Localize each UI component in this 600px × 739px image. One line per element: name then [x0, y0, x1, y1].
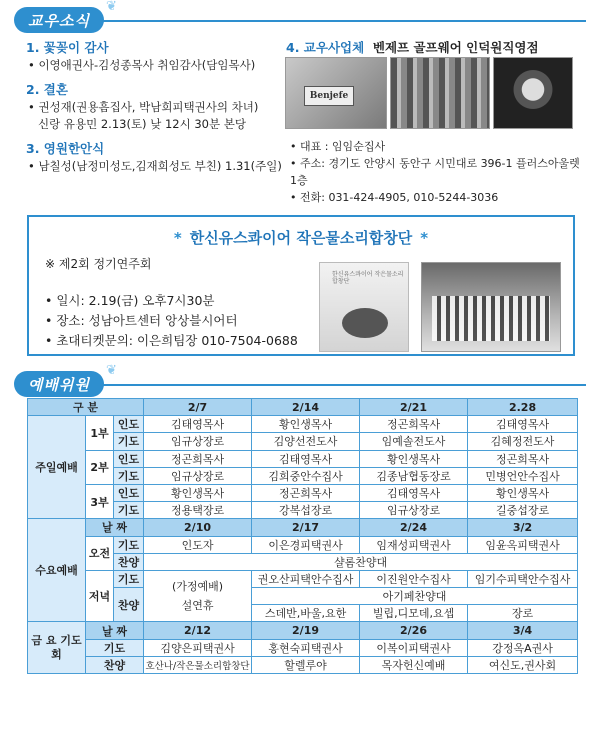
news-line: • 이영애권사-김성종목사 취임감사(담임목사) [28, 58, 256, 72]
table-cell: 정곤희목사 [144, 450, 252, 467]
table-cell: 김종남협동장로 [360, 467, 468, 484]
table-cell: 김태영목사 [252, 450, 360, 467]
poster-graphic [342, 308, 388, 338]
table-cell: 정곤희목사 [252, 484, 360, 501]
table-cell: 정용택장로 [144, 502, 252, 519]
table-cell: 황인생목사 [468, 484, 578, 501]
role-label: 기도 [114, 433, 144, 450]
news-section-tab [14, 0, 118, 33]
table-cell: 정곤희목사 [360, 416, 468, 433]
choir-photo [421, 262, 561, 352]
date-label: 날 짜 [86, 519, 144, 536]
table-cell: 임재성피택권사 [360, 536, 468, 553]
concert-box [27, 215, 575, 356]
table-cell: 호산나/작은물소리합창단 [144, 656, 252, 673]
role-label: 찬양 [114, 588, 144, 622]
date-cell: 2/10 [144, 519, 252, 536]
table-cell: 강정옥A권사 [468, 639, 578, 656]
business-address: • 주소: 경기도 안양시 동안구 시민대로 396-1 플러스아울렛 1층 [290, 157, 580, 187]
role-label: 찬양 [114, 553, 144, 570]
date-cell: 3/4 [468, 622, 578, 639]
wednesday-group-label: 수요예배 [28, 519, 86, 622]
header-category: 구 분 [28, 399, 144, 416]
table-cell: 황인생목사 [144, 484, 252, 501]
table-cell: 임기수피택안수집사 [468, 570, 578, 587]
date-cell: 2/12 [144, 622, 252, 639]
concert-subtitle: ※ 제2회 정기연주회 [45, 257, 152, 271]
role-label: 기도 [114, 536, 144, 553]
owner-portrait-photo [493, 57, 573, 129]
table-cell: 김양선전도사 [252, 433, 360, 450]
storefront-photo [285, 57, 387, 129]
table-cell: 이은경피택권사 [252, 536, 360, 553]
concert-poster [319, 262, 409, 352]
concert-date: • 일시: 2.19(금) 오후7시30분 [45, 293, 215, 308]
table-cell: 김희중안수집사 [252, 467, 360, 484]
table-cell: 임규상장로 [144, 433, 252, 450]
news-left-column [26, 32, 286, 175]
table-cell: 권오산피택안수집사 [252, 570, 360, 587]
date-cell: 2/24 [360, 519, 468, 536]
table-cell: 인도자 [144, 536, 252, 553]
worship-schedule-table [27, 398, 578, 674]
role-label: 찬양 [86, 656, 144, 673]
table-cell: 스데반,바울,요한 [252, 605, 360, 622]
table-cell: 샬롬찬양대 [144, 553, 578, 570]
table-cell: 이복이피택권사 [360, 639, 468, 656]
news-heading-flower: 1. 꽃꽂이 감사 [26, 40, 109, 55]
table-cell: 김혜정전도사 [468, 433, 578, 450]
business-heading: 4. 교우사업체 벤제프 골프웨어 인덕원직영점 [286, 40, 539, 55]
role-label: 인도 [114, 450, 144, 467]
role-label: 기도 [114, 502, 144, 519]
news-line: • 권성재(권용흠집사, 박남희피택권사의 차녀) [28, 100, 259, 114]
role-label: 인도 [114, 416, 144, 433]
sunday-group-label: 주일예배 [28, 416, 86, 519]
home-worship-cell: (가정예배) 설연휴 [144, 570, 252, 622]
table-cell: 황인생목사 [360, 450, 468, 467]
role-label: 기도 [86, 639, 144, 656]
concert-venue: • 장소: 성남아트센터 앙상블시어터 [45, 313, 238, 328]
header-date: 2/21 [360, 399, 468, 416]
news-divider [100, 20, 586, 22]
business-owner: • 대표 : 임임순집사 [290, 140, 386, 153]
table-cell: 김태영목사 [360, 484, 468, 501]
table-cell: 임규상장로 [144, 467, 252, 484]
worship-section-tab [14, 363, 118, 397]
table-cell: 민병언안수집사 [468, 467, 578, 484]
table-cell: 여신도,권사회 [468, 656, 578, 673]
news-tab-label: 교우소식 [28, 12, 90, 30]
role-label: 인도 [114, 484, 144, 501]
business-details [290, 138, 590, 206]
date-cell: 2/17 [252, 519, 360, 536]
table-cell: 할렐루야 [252, 656, 360, 673]
part-label: 1부 [86, 416, 114, 450]
table-cell: 홍현숙피택권사 [252, 639, 360, 656]
part-label: 2부 [86, 450, 114, 484]
table-cell: 황인생목사 [252, 416, 360, 433]
poster-text: 한신유스콰이어 작은물소리 합창단 [332, 271, 404, 285]
store-interior-photo [390, 57, 490, 129]
date-cell: 3/2 [468, 519, 578, 536]
business-block [286, 32, 586, 57]
news-line: • 남칠성(남정미성도,김재희성도 부친) 1.31(주일) [28, 159, 282, 173]
table-cell: 아기페찬양대 [252, 588, 578, 605]
butterfly-icon: ❦ [106, 363, 118, 378]
concert-title: * 한신유스콰이어 작은물소리합창단 * [173, 229, 429, 247]
worship-tab-label: 예배위원 [28, 376, 90, 394]
worship-divider [100, 384, 586, 386]
table-cell: 강복섭장로 [252, 502, 360, 519]
table-cell: 김태영목사 [144, 416, 252, 433]
header-date: 2/7 [144, 399, 252, 416]
news-line: 신랑 유용민 2.13(토) 낮 12시 30분 본당 [38, 117, 246, 131]
news-heading-wedding: 2. 결혼 [26, 82, 68, 97]
part-label: 3부 [86, 484, 114, 518]
date-cell: 2/26 [360, 622, 468, 639]
table-cell: 김양은피택권사 [144, 639, 252, 656]
table-cell: 임윤옥피택권사 [468, 536, 578, 553]
role-label: 기도 [114, 570, 144, 587]
friday-group-label: 금 요 기도회 [28, 622, 86, 674]
header-date: 2.28 [468, 399, 578, 416]
news-heading-rest: 3. 영원한안식 [26, 141, 105, 156]
morning-label: 오전 [86, 536, 114, 570]
business-phone: • 전화: 031-424-4905, 010-5244-3036 [290, 191, 499, 204]
table-cell: 임규상장로 [360, 502, 468, 519]
evening-label: 저녁 [86, 570, 114, 622]
butterfly-icon: ❦ [106, 0, 118, 14]
date-label: 날 짜 [86, 622, 144, 639]
table-cell: 빌립,디모데,요셉 [360, 605, 468, 622]
table-cell: 길중섭장로 [468, 502, 578, 519]
table-cell: 장로 [468, 605, 578, 622]
storefront-sign: Benjefe [304, 86, 354, 106]
concert-info [45, 291, 298, 351]
table-cell: 목자헌신예배 [360, 656, 468, 673]
table-cell: 정곤희목사 [468, 450, 578, 467]
table-cell: 이진원안수집사 [360, 570, 468, 587]
concert-ticket: • 초대티켓문의: 이은희팀장 010-7504-0688 [45, 333, 298, 348]
table-cell: 임예솔전도사 [360, 433, 468, 450]
header-date: 2/14 [252, 399, 360, 416]
date-cell: 2/19 [252, 622, 360, 639]
table-cell: 김태영목사 [468, 416, 578, 433]
role-label: 기도 [114, 467, 144, 484]
